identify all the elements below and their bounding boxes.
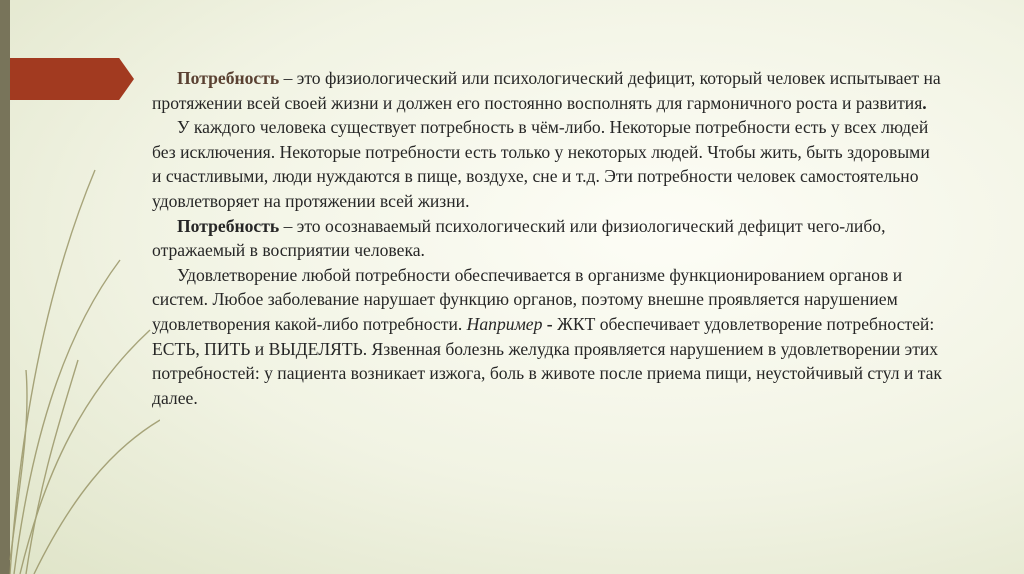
paragraph-text: У каждого человека существует потребность в чём-либо. Некоторые потребности есть у всех людей без исключения. Некоторые потребности есть только у некоторых людей. Чтобы жить, быть здоровыми и счастливыми, люди нуждаются в пище, воздухе, сне и т.д. Эти потребности человек самостоятельно удовлетворяет на протяжении всей жизни. (152, 117, 930, 211)
paragraph-4 (152, 263, 942, 411)
term-need: Потребность (177, 215, 280, 236)
definition-text: – это осознаваемый психологический или физиологический дефицит чего-либо, отражаемый в восприятии человека. (152, 215, 886, 261)
paragraph-text: Удовлетворение любой потребности обеспечивается в организме функционированием органов и систем. Любое заболевание нарушает функцию органов, поэтому внешне проявляется нарушением удовлетворения какой-либо потребности. (152, 264, 903, 334)
accent-arrow (10, 58, 134, 100)
slide-body (152, 66, 942, 410)
paragraph-text-after: ЖКТ обеспечивает удовлетворение потребностей: ЕСТЬ, ПИТЬ и ВЫДЕЛЯТЬ. Язвенная болезнь желудка проявляется нарушением в удовлетворении этих потребностей: у пациента возникает изжога, боль в животе после приема пищи, неустойчивый стул и так далее. (152, 313, 942, 408)
definition-end: . (922, 92, 927, 113)
paragraph-3 (152, 214, 942, 263)
example-dash: - (542, 313, 553, 334)
term-need: Потребность (177, 68, 280, 88)
paragraph-2 (152, 115, 942, 213)
example-label: Например (466, 313, 543, 334)
definition-text: – это физиологический или психологический дефицит, который человек испытывает на протяжении всей своей жизни и должен его постоянно восполнять для гармоничного роста и развития (152, 68, 941, 113)
paragraph-1 (152, 66, 942, 115)
